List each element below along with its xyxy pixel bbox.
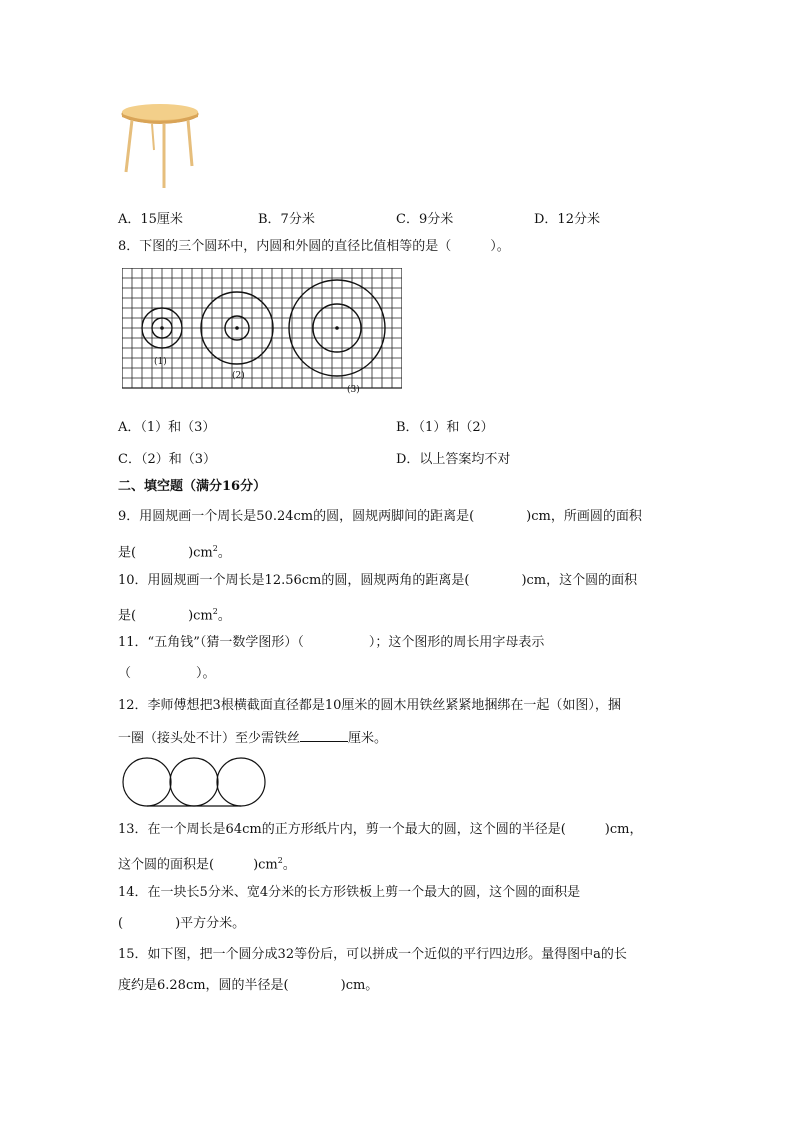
- ring-label: (2): [232, 371, 245, 381]
- q8-option-b: B．（1）和（2）: [396, 420, 494, 435]
- option-b: B．7分米: [258, 212, 315, 227]
- question-14-line1: 14．在一块长5分米、宽4分米的长方形铁板上剪一个最大的圆，这个圆的面积是: [118, 885, 581, 900]
- question-15-line1: 15．如下图，把一个圆分成32等份后，可以拼成一个近似的平行四边形。量得图中a的长: [118, 947, 627, 962]
- option-a: A．15厘米: [118, 212, 183, 227]
- question-10-line1: 10．用圆规画一个周长是12.56cm的圆，圆规两角的距离是( )cm，这个圆的面积: [118, 573, 638, 588]
- option-d: D．12分米: [534, 212, 600, 227]
- answer-blank: [300, 729, 348, 742]
- question-10-line2: 是( )$cm^2$。: [118, 607, 231, 624]
- ring-label: (3): [347, 385, 360, 395]
- ring-label: (1): [154, 357, 167, 367]
- question-11-line2: （ ）。: [118, 666, 216, 681]
- q8-option-d: D．以上答案均不对: [396, 452, 511, 467]
- question-14-line2: ( )平方分米。: [118, 916, 246, 931]
- q8-option-c: C．（2）和（3）: [118, 452, 216, 467]
- question-9-line1: 9．用圆规画一个周长是50.24cm的圆，圆规两脚间的距离是( )cm，所画圆的面积: [118, 509, 642, 524]
- q8-option-a: A．（1）和（3）: [118, 420, 216, 435]
- question-11-line1: 11．“五角钱”（猜一数学图形）（ ）；这个图形的周长用字母表示: [118, 635, 545, 650]
- ring-center: [160, 326, 164, 330]
- question-15-line2: 度约是6.28cm，圆的半径是( )cm。: [118, 978, 379, 993]
- section-title: 二、填空题（满分16分）: [118, 479, 267, 494]
- question-13-line1: 13．在一个周长是64cm的正方形纸片内，剪一个最大的圆，这个圆的半径是( )cm，: [118, 822, 643, 837]
- three-logs-diagram: [120, 756, 272, 810]
- ring-center: [335, 326, 339, 330]
- ring-grid-diagram: [122, 268, 402, 396]
- round-table-image: [118, 100, 204, 192]
- question-12-line2: 一圈（接头处不计）至少需铁丝 厘米。: [118, 731, 388, 746]
- question-13-line2: 这个圆的面积是( )$cm^2$。: [118, 856, 296, 873]
- ring-center: [235, 326, 239, 330]
- option-c: C．9分米: [396, 212, 454, 227]
- question-9-line2: 是( )$cm^2$。: [118, 544, 231, 561]
- question-12-line1: 12．李师傅想把3根横截面直径都是10厘米的圆木用铁丝紧紧地捆绑在一起（如图），捆: [118, 698, 621, 713]
- question-8: 8．下图的三个圆环中，内圆和外圆的直径比值相等的是（ ）。: [118, 239, 510, 254]
